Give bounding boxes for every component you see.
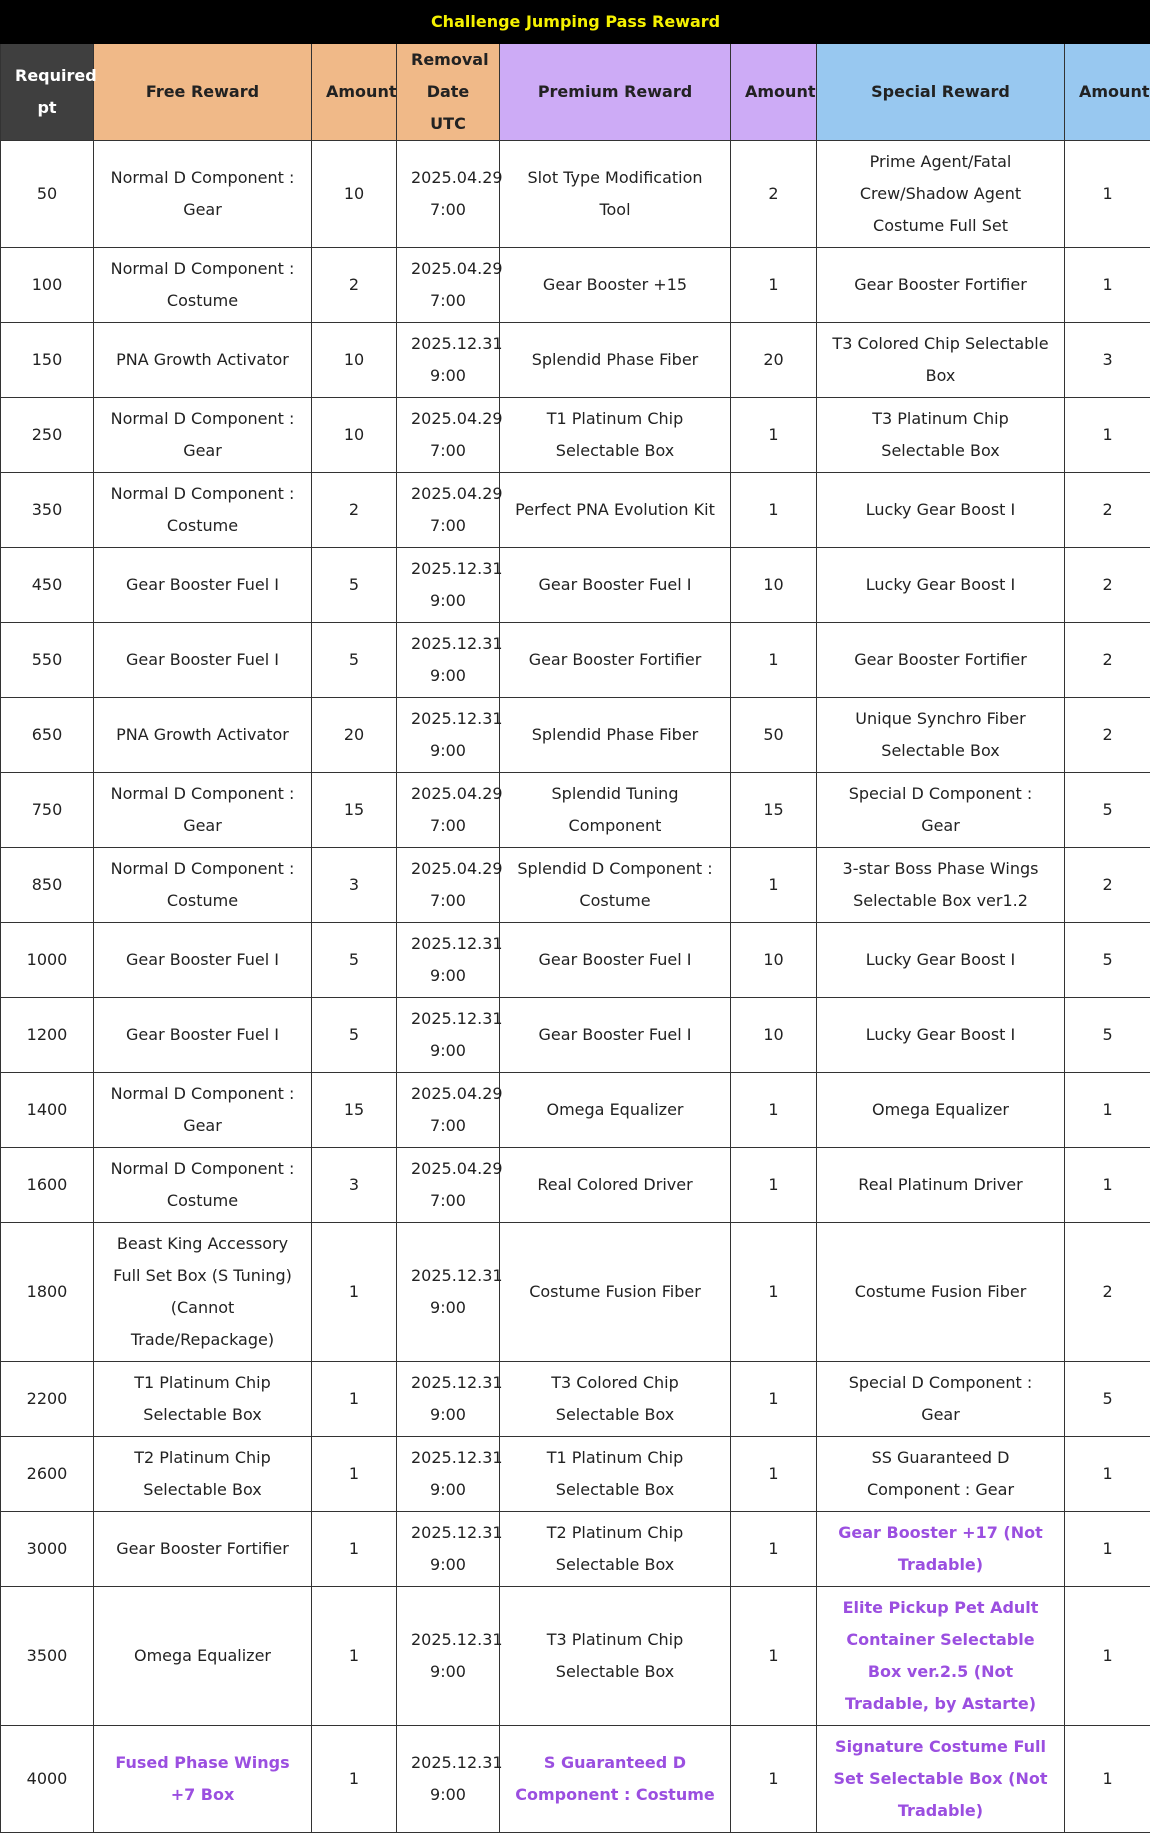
required-pt-cell: 250 — [1, 398, 94, 473]
removal-date-cell: 2025.12.31 9:00 — [397, 1587, 500, 1726]
special-reward-cell: T3 Colored Chip Selectable Box — [817, 323, 1065, 398]
table-row — [1, 848, 1150, 923]
premium-amount-cell: 1 — [731, 848, 817, 923]
free-reward-cell: Normal D Component : Gear — [94, 141, 312, 248]
table-row — [1, 1073, 1150, 1148]
special-reward-cell: Gear Booster Fortifier — [817, 623, 1065, 698]
removal-date-cell: 2025.12.31 9:00 — [397, 548, 500, 623]
removal-date-cell: 2025.12.31 9:00 — [397, 998, 500, 1073]
header-free-amount: Amount — [312, 44, 397, 141]
required-pt-cell: 750 — [1, 773, 94, 848]
special-reward-cell: Omega Equalizer — [817, 1073, 1065, 1148]
free-amount-cell: 1 — [312, 1726, 397, 1833]
premium-amount-cell: 15 — [731, 773, 817, 848]
premium-reward-cell: Gear Booster Fuel I — [500, 998, 731, 1073]
special-amount-cell: 2 — [1065, 623, 1150, 698]
premium-reward-cell: Splendid Phase Fiber — [500, 698, 731, 773]
premium-amount-cell: 20 — [731, 323, 817, 398]
premium-amount-cell: 1 — [731, 398, 817, 473]
removal-date-cell: 2025.04.29 7:00 — [397, 1073, 500, 1148]
premium-reward-cell: T2 Platinum Chip Selectable Box — [500, 1512, 731, 1587]
special-reward-cell: Real Platinum Driver — [817, 1148, 1065, 1223]
premium-amount-cell: 1 — [731, 1362, 817, 1437]
removal-date-cell: 2025.12.31 9:00 — [397, 1223, 500, 1362]
free-reward-cell: Normal D Component : Gear — [94, 398, 312, 473]
required-pt-cell: 1400 — [1, 1073, 94, 1148]
removal-date-cell: 2025.04.29 7:00 — [397, 248, 500, 323]
premium-reward-cell: Gear Booster +15 — [500, 248, 731, 323]
removal-date-cell: 2025.04.29 7:00 — [397, 141, 500, 248]
free-amount-cell: 2 — [312, 248, 397, 323]
free-reward-cell: PNA Growth Activator — [94, 323, 312, 398]
free-amount-cell: 20 — [312, 698, 397, 773]
table-row — [1, 1362, 1150, 1437]
required-pt-cell: 1200 — [1, 998, 94, 1073]
removal-date-cell: 2025.04.29 7:00 — [397, 848, 500, 923]
premium-amount-cell: 1 — [731, 1726, 817, 1833]
premium-reward-cell: Gear Booster Fuel I — [500, 548, 731, 623]
free-reward-cell: Normal D Component : Costume — [94, 1148, 312, 1223]
premium-reward-cell: Splendid D Component : Costume — [500, 848, 731, 923]
special-amount-cell: 2 — [1065, 473, 1150, 548]
premium-reward-cell: T1 Platinum Chip Selectable Box — [500, 398, 731, 473]
premium-reward-cell: S Guaranteed D Component : Costume — [500, 1726, 731, 1833]
premium-amount-cell: 1 — [731, 1073, 817, 1148]
header-removal-date: Removal Date UTC — [397, 44, 500, 141]
special-amount-cell: 5 — [1065, 1362, 1150, 1437]
special-reward-cell: Signature Costume Full Set Selectable Box (Not Tradable) — [817, 1726, 1065, 1833]
free-amount-cell: 5 — [312, 623, 397, 698]
removal-date-cell: 2025.12.31 9:00 — [397, 1437, 500, 1512]
header-premium-amount: Amount — [731, 44, 817, 141]
free-reward-cell: Gear Booster Fortifier — [94, 1512, 312, 1587]
free-reward-cell: Beast King Accessory Full Set Box (S Tuning) (Cannot Trade/Repackage) — [94, 1223, 312, 1362]
free-amount-cell: 1 — [312, 1437, 397, 1512]
special-reward-cell: Unique Synchro Fiber Selectable Box — [817, 698, 1065, 773]
special-reward-cell: T3 Platinum Chip Selectable Box — [817, 398, 1065, 473]
free-reward-cell: Normal D Component : Costume — [94, 848, 312, 923]
premium-amount-cell: 10 — [731, 923, 817, 998]
required-pt-cell: 3000 — [1, 1512, 94, 1587]
premium-reward-cell: Splendid Tuning Component — [500, 773, 731, 848]
table-row — [1, 398, 1150, 473]
removal-date-cell: 2025.12.31 9:00 — [397, 923, 500, 998]
special-reward-cell: Lucky Gear Boost I — [817, 473, 1065, 548]
removal-date-cell: 2025.04.29 7:00 — [397, 773, 500, 848]
table-row — [1, 1223, 1150, 1362]
table-row — [1, 473, 1150, 548]
free-amount-cell: 3 — [312, 1148, 397, 1223]
required-pt-cell: 3500 — [1, 1587, 94, 1726]
required-pt-cell: 1600 — [1, 1148, 94, 1223]
premium-amount-cell: 1 — [731, 623, 817, 698]
header-special-reward: Special Reward — [817, 44, 1065, 141]
premium-reward-cell: Costume Fusion Fiber — [500, 1223, 731, 1362]
special-amount-cell: 1 — [1065, 1726, 1150, 1833]
special-amount-cell: 1 — [1065, 1437, 1150, 1512]
table-row — [1, 773, 1150, 848]
free-amount-cell: 5 — [312, 998, 397, 1073]
premium-reward-cell: Real Colored Driver — [500, 1148, 731, 1223]
free-amount-cell: 1 — [312, 1512, 397, 1587]
required-pt-cell: 2600 — [1, 1437, 94, 1512]
premium-reward-cell: Gear Booster Fuel I — [500, 923, 731, 998]
premium-reward-cell: T1 Platinum Chip Selectable Box — [500, 1437, 731, 1512]
table-row — [1, 623, 1150, 698]
table-row — [1, 248, 1150, 323]
special-amount-cell: 1 — [1065, 1512, 1150, 1587]
free-reward-cell: T1 Platinum Chip Selectable Box — [94, 1362, 312, 1437]
table-row — [1, 1437, 1150, 1512]
free-reward-cell: Normal D Component : Costume — [94, 473, 312, 548]
special-reward-cell: SS Guaranteed D Component : Gear — [817, 1437, 1065, 1512]
removal-date-cell: 2025.12.31 9:00 — [397, 1726, 500, 1833]
special-amount-cell: 1 — [1065, 141, 1150, 248]
removal-date-cell: 2025.04.29 7:00 — [397, 473, 500, 548]
premium-amount-cell: 1 — [731, 248, 817, 323]
premium-amount-cell: 2 — [731, 141, 817, 248]
required-pt-cell: 850 — [1, 848, 94, 923]
free-reward-cell: PNA Growth Activator — [94, 698, 312, 773]
removal-date-cell: 2025.12.31 9:00 — [397, 623, 500, 698]
free-amount-cell: 2 — [312, 473, 397, 548]
special-amount-cell: 1 — [1065, 398, 1150, 473]
special-reward-cell: Lucky Gear Boost I — [817, 548, 1065, 623]
required-pt-cell: 100 — [1, 248, 94, 323]
free-reward-cell: T2 Platinum Chip Selectable Box — [94, 1437, 312, 1512]
table-row — [1, 698, 1150, 773]
required-pt-cell: 350 — [1, 473, 94, 548]
special-amount-cell: 5 — [1065, 998, 1150, 1073]
free-reward-cell: Gear Booster Fuel I — [94, 998, 312, 1073]
header-row — [1, 44, 1150, 141]
free-reward-cell: Gear Booster Fuel I — [94, 623, 312, 698]
header-premium-reward: Premium Reward — [500, 44, 731, 141]
removal-date-cell: 2025.04.29 7:00 — [397, 398, 500, 473]
special-amount-cell: 2 — [1065, 1223, 1150, 1362]
title-row — [1, 1, 1150, 44]
free-reward-cell: Omega Equalizer — [94, 1587, 312, 1726]
required-pt-cell: 1000 — [1, 923, 94, 998]
free-amount-cell: 1 — [312, 1587, 397, 1726]
free-amount-cell: 1 — [312, 1362, 397, 1437]
special-amount-cell: 1 — [1065, 1148, 1150, 1223]
special-reward-cell: Costume Fusion Fiber — [817, 1223, 1065, 1362]
premium-amount-cell: 10 — [731, 548, 817, 623]
special-reward-cell: Special D Component : Gear — [817, 1362, 1065, 1437]
reward-rows — [1, 141, 1150, 1833]
premium-reward-cell: Gear Booster Fortifier — [500, 623, 731, 698]
free-reward-cell: Normal D Component : Gear — [94, 1073, 312, 1148]
premium-reward-cell: Slot Type Modification Tool — [500, 141, 731, 248]
special-amount-cell: 3 — [1065, 323, 1150, 398]
special-amount-cell: 5 — [1065, 923, 1150, 998]
premium-amount-cell: 1 — [731, 1223, 817, 1362]
free-reward-cell: Gear Booster Fuel I — [94, 548, 312, 623]
required-pt-cell: 650 — [1, 698, 94, 773]
required-pt-cell: 550 — [1, 623, 94, 698]
required-pt-cell: 150 — [1, 323, 94, 398]
free-amount-cell: 5 — [312, 548, 397, 623]
premium-amount-cell: 1 — [731, 1148, 817, 1223]
premium-reward-cell: Splendid Phase Fiber — [500, 323, 731, 398]
free-reward-cell: Normal D Component : Costume — [94, 248, 312, 323]
special-amount-cell: 2 — [1065, 698, 1150, 773]
free-amount-cell: 10 — [312, 398, 397, 473]
table-row — [1, 998, 1150, 1073]
table-row — [1, 1512, 1150, 1587]
removal-date-cell: 2025.12.31 9:00 — [397, 1512, 500, 1587]
special-amount-cell: 1 — [1065, 248, 1150, 323]
table-row — [1, 323, 1150, 398]
free-amount-cell: 15 — [312, 1073, 397, 1148]
free-reward-cell: Gear Booster Fuel I — [94, 923, 312, 998]
special-reward-cell: Gear Booster +17 (Not Tradable) — [817, 1512, 1065, 1587]
table-row — [1, 141, 1150, 248]
free-amount-cell: 5 — [312, 923, 397, 998]
table-row — [1, 1587, 1150, 1726]
table-row — [1, 923, 1150, 998]
header-required-pt: Required pt — [1, 44, 94, 141]
removal-date-cell: 2025.12.31 9:00 — [397, 698, 500, 773]
header-special-amount: Amount — [1065, 44, 1150, 141]
premium-amount-cell: 50 — [731, 698, 817, 773]
special-reward-cell: Lucky Gear Boost I — [817, 998, 1065, 1073]
premium-reward-cell: T3 Colored Chip Selectable Box — [500, 1362, 731, 1437]
table-row — [1, 1148, 1150, 1223]
removal-date-cell: 2025.04.29 7:00 — [397, 1148, 500, 1223]
premium-amount-cell: 1 — [731, 1587, 817, 1726]
header-free-reward: Free Reward — [94, 44, 312, 141]
removal-date-cell: 2025.12.31 9:00 — [397, 1362, 500, 1437]
table-row — [1, 548, 1150, 623]
free-amount-cell: 15 — [312, 773, 397, 848]
free-amount-cell: 10 — [312, 141, 397, 248]
premium-amount-cell: 10 — [731, 998, 817, 1073]
premium-reward-cell: Perfect PNA Evolution Kit — [500, 473, 731, 548]
special-amount-cell: 2 — [1065, 548, 1150, 623]
required-pt-cell: 1800 — [1, 1223, 94, 1362]
required-pt-cell: 2200 — [1, 1362, 94, 1437]
special-reward-cell: 3-star Boss Phase Wings Selectable Box ver1.2 — [817, 848, 1065, 923]
special-amount-cell: 2 — [1065, 848, 1150, 923]
required-pt-cell: 450 — [1, 548, 94, 623]
premium-reward-cell: Omega Equalizer — [500, 1073, 731, 1148]
table-row — [1, 1726, 1150, 1833]
special-reward-cell: Prime Agent/Fatal Crew/Shadow Agent Costume Full Set — [817, 141, 1065, 248]
removal-date-cell: 2025.12.31 9:00 — [397, 323, 500, 398]
premium-amount-cell: 1 — [731, 473, 817, 548]
special-amount-cell: 1 — [1065, 1587, 1150, 1726]
free-reward-cell: Normal D Component : Gear — [94, 773, 312, 848]
special-reward-cell: Gear Booster Fortifier — [817, 248, 1065, 323]
free-reward-cell: Fused Phase Wings +7 Box — [94, 1726, 312, 1833]
required-pt-cell: 4000 — [1, 1726, 94, 1833]
special-reward-cell: Elite Pickup Pet Adult Container Selectable Box ver.2.5 (Not Tradable, by Astarte) — [817, 1587, 1065, 1726]
premium-amount-cell: 1 — [731, 1512, 817, 1587]
premium-amount-cell: 1 — [731, 1437, 817, 1512]
free-amount-cell: 3 — [312, 848, 397, 923]
table-title: Challenge Jumping Pass Reward — [1, 1, 1150, 44]
special-reward-cell: Lucky Gear Boost I — [817, 923, 1065, 998]
required-pt-cell: 50 — [1, 141, 94, 248]
special-amount-cell: 5 — [1065, 773, 1150, 848]
free-amount-cell: 1 — [312, 1223, 397, 1362]
premium-reward-cell: T3 Platinum Chip Selectable Box — [500, 1587, 731, 1726]
special-reward-cell: Special D Component : Gear — [817, 773, 1065, 848]
free-amount-cell: 10 — [312, 323, 397, 398]
special-amount-cell: 1 — [1065, 1073, 1150, 1148]
